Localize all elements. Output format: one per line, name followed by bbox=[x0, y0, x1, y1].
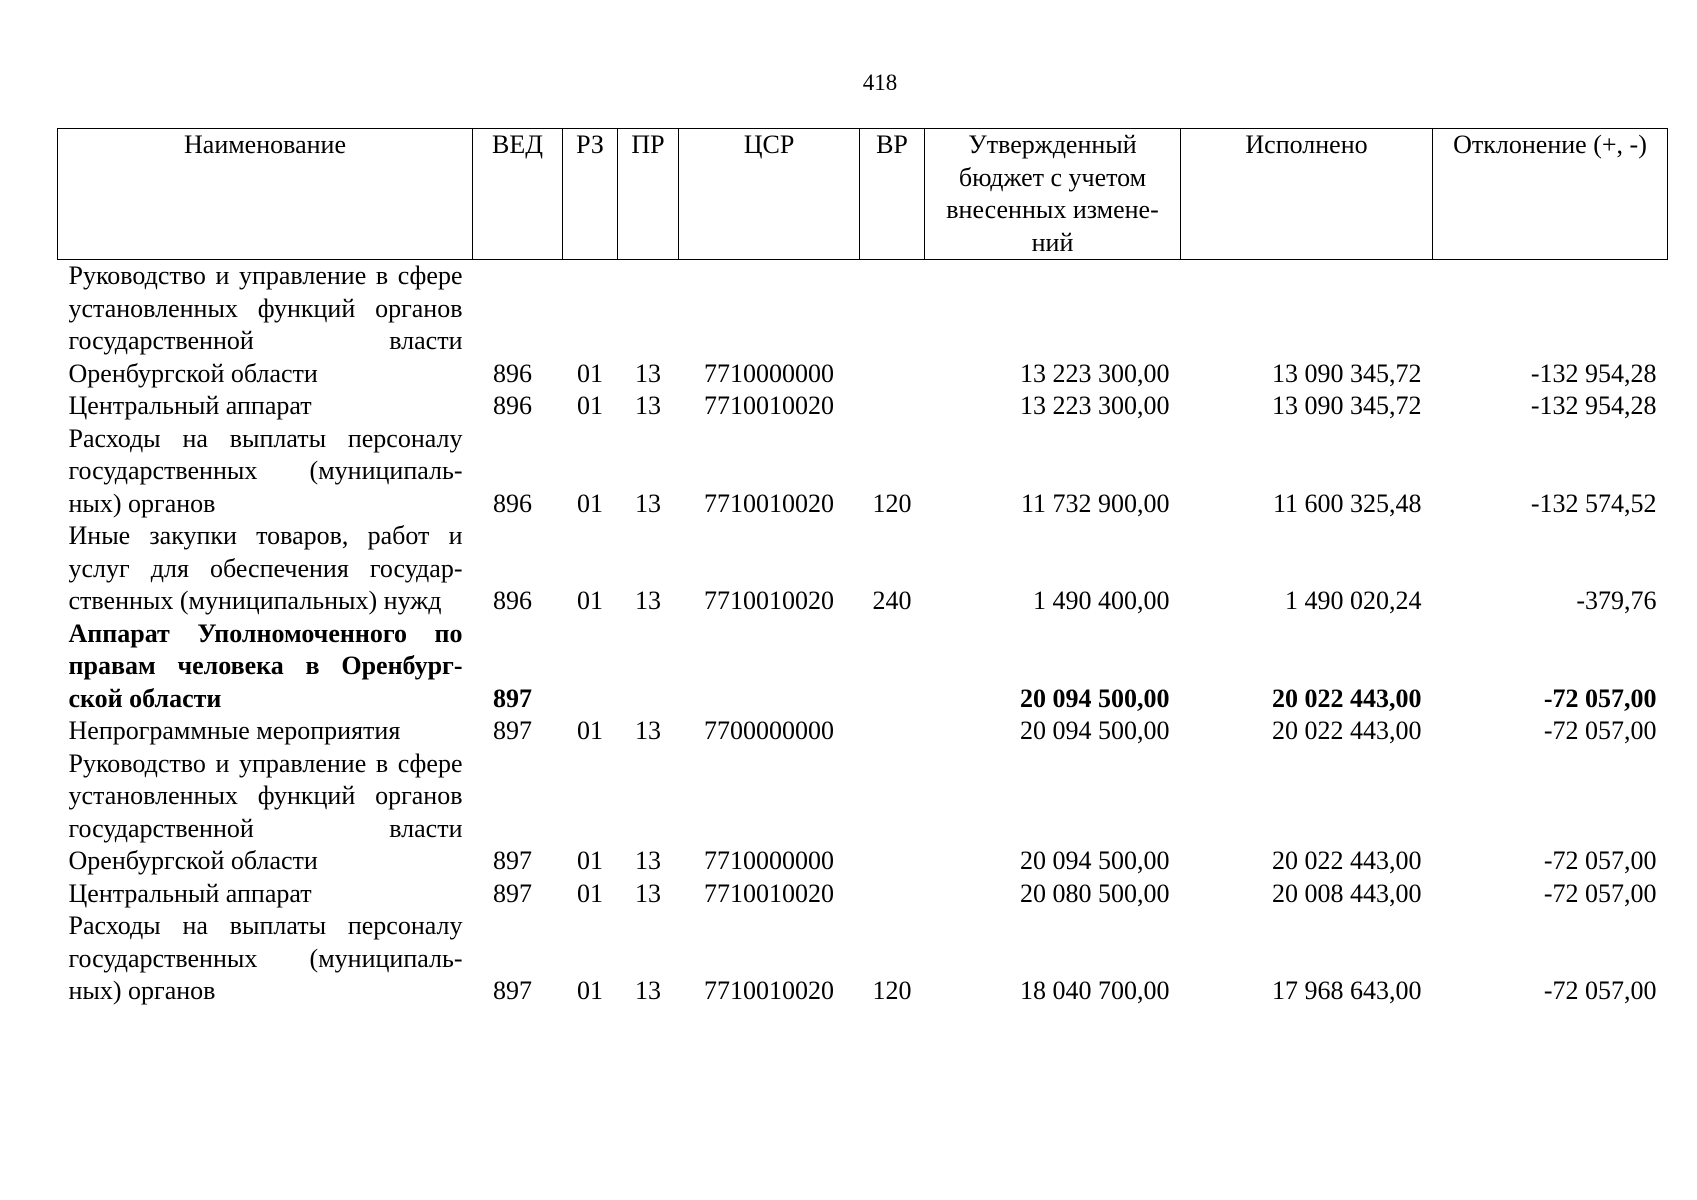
cell-rz: 01 bbox=[577, 976, 603, 1005]
cell-vr bbox=[860, 878, 925, 911]
cell-ved: 897 bbox=[493, 716, 532, 745]
cell-rz: 01 bbox=[577, 586, 603, 615]
cell-pr: 13 bbox=[635, 976, 661, 1005]
cell-name: Центральный аппарат bbox=[68, 391, 312, 420]
table-row bbox=[58, 618, 1668, 716]
cell-approved-budget: 20 094 500,00 bbox=[1020, 846, 1170, 875]
cell-approved-budget: 20 094 500,00 bbox=[1020, 716, 1170, 745]
cell-ved: 897 bbox=[493, 846, 532, 875]
cell-deviation: -72 057,00 bbox=[1543, 683, 1657, 713]
header-csr: ЦСР bbox=[679, 129, 860, 260]
cell-approved-budget: 13 223 300,00 bbox=[1020, 358, 1170, 388]
cell-name: Иные закупки товаров, работ и услуг для обеспечения государ-ственных (муниципальных) нужд bbox=[68, 521, 463, 615]
cell-approved-budget: 20 080 500,00 bbox=[1020, 878, 1170, 908]
header-name: Наименование bbox=[58, 129, 473, 260]
cell-deviation: -72 057,00 bbox=[1543, 976, 1657, 1005]
cell-vr bbox=[860, 715, 925, 748]
cell-approved-budget: 1 490 400,00 bbox=[1033, 586, 1170, 615]
cell-name: Руководство и управление в сфере установленных функций органов государственной власти Оренбургской области bbox=[68, 261, 463, 388]
cell-pr: 13 bbox=[635, 358, 661, 388]
cell-deviation: -72 057,00 bbox=[1543, 878, 1657, 908]
cell-executed: 11 600 325,48 bbox=[1272, 488, 1422, 518]
cell-vr bbox=[860, 260, 925, 391]
header-deviation: Отклонение (+, -) bbox=[1433, 129, 1668, 260]
cell-pr bbox=[618, 618, 679, 716]
cell-ved: 897 bbox=[493, 878, 532, 908]
cell-vr: 120 bbox=[872, 488, 912, 518]
table-row bbox=[58, 910, 1668, 1008]
cell-executed: 13 090 345,72 bbox=[1272, 391, 1422, 420]
cell-ved: 896 bbox=[493, 358, 532, 388]
header-vr: ВР bbox=[860, 129, 925, 260]
cell-csr: 7710010020 bbox=[704, 488, 834, 518]
cell-pr: 13 bbox=[635, 878, 661, 908]
cell-rz: 01 bbox=[577, 846, 603, 875]
cell-csr: 7710010020 bbox=[704, 391, 834, 420]
cell-name: Непрограммные мероприятия bbox=[68, 716, 401, 745]
cell-rz: 01 bbox=[577, 716, 603, 745]
table-row bbox=[58, 715, 1668, 748]
cell-pr: 13 bbox=[635, 391, 661, 420]
cell-approved-budget: 13 223 300,00 bbox=[1020, 391, 1170, 420]
cell-ved: 896 bbox=[493, 391, 532, 420]
table-header-row bbox=[58, 129, 1668, 260]
cell-name: Аппарат Уполномоченного по правам человека в Оренбург-ской области bbox=[68, 618, 463, 713]
table-row bbox=[58, 260, 1668, 391]
header-rz: РЗ bbox=[563, 129, 618, 260]
cell-rz bbox=[563, 618, 618, 716]
header-executed: Исполнено bbox=[1181, 129, 1433, 260]
cell-deviation: -132 954,28 bbox=[1530, 358, 1657, 388]
cell-deviation: -132 954,28 bbox=[1530, 391, 1657, 420]
cell-ved: 897 bbox=[493, 976, 532, 1005]
cell-executed: 20 022 443,00 bbox=[1272, 683, 1422, 713]
cell-csr: 7710000000 bbox=[704, 358, 834, 388]
table-row bbox=[58, 878, 1668, 911]
cell-vr bbox=[860, 618, 925, 716]
cell-csr: 7710010020 bbox=[704, 976, 834, 1005]
cell-executed: 13 090 345,72 bbox=[1272, 358, 1422, 388]
cell-csr: 7710010020 bbox=[704, 878, 834, 908]
cell-csr: 7700000000 bbox=[704, 716, 834, 745]
cell-rz: 01 bbox=[577, 878, 603, 908]
cell-name: Руководство и управление в сфере установленных функций органов государственной власти Оренбургской области bbox=[68, 748, 463, 875]
cell-executed: 20 008 443,00 bbox=[1272, 878, 1422, 908]
cell-csr: 7710010020 bbox=[704, 586, 834, 615]
cell-name: Расходы на выплаты персоналу государственных (муниципаль-ных) органов bbox=[68, 423, 463, 518]
cell-csr bbox=[679, 618, 860, 716]
cell-csr: 7710000000 bbox=[704, 846, 834, 875]
cell-deviation: -72 057,00 bbox=[1543, 716, 1657, 745]
cell-name: Расходы на выплаты персоналу государственных (муниципаль-ных) органов bbox=[68, 911, 463, 1005]
cell-approved-budget: 20 094 500,00 bbox=[1020, 683, 1170, 713]
cell-vr: 240 bbox=[872, 586, 912, 615]
cell-ved: 897 bbox=[493, 683, 532, 713]
cell-deviation: -379,76 bbox=[1576, 586, 1657, 615]
cell-vr bbox=[860, 390, 925, 423]
table-row bbox=[58, 390, 1668, 423]
cell-approved-budget: 18 040 700,00 bbox=[1020, 976, 1170, 1005]
cell-executed: 20 022 443,00 bbox=[1272, 716, 1422, 745]
cell-rz: 01 bbox=[577, 358, 603, 388]
cell-pr: 13 bbox=[635, 586, 661, 615]
table-row bbox=[58, 748, 1668, 878]
cell-ved: 896 bbox=[493, 586, 532, 615]
cell-vr bbox=[860, 748, 925, 878]
cell-rz: 01 bbox=[577, 391, 603, 420]
table-body bbox=[58, 260, 1668, 1008]
cell-executed: 1 490 020,24 bbox=[1285, 586, 1422, 615]
page-number: 418 bbox=[862, 70, 898, 95]
cell-rz: 01 bbox=[577, 488, 603, 518]
header-pr: ПР bbox=[618, 129, 679, 260]
cell-vr: 120 bbox=[872, 976, 912, 1005]
table-row bbox=[58, 520, 1668, 618]
header-ved: ВЕД bbox=[473, 129, 563, 260]
header-approved-budget: Утвержденный бюджет с учетом внесенных измене-ний bbox=[925, 129, 1181, 260]
budget-execution-table bbox=[57, 128, 1668, 1008]
cell-ved: 896 bbox=[493, 488, 532, 518]
cell-pr: 13 bbox=[635, 488, 661, 518]
cell-pr: 13 bbox=[635, 846, 661, 875]
cell-name: Центральный аппарат bbox=[68, 878, 312, 908]
cell-deviation: -132 574,52 bbox=[1530, 488, 1657, 518]
cell-executed: 17 968 643,00 bbox=[1272, 976, 1422, 1005]
cell-deviation: -72 057,00 bbox=[1543, 846, 1657, 875]
cell-executed: 20 022 443,00 bbox=[1272, 846, 1422, 875]
table-row bbox=[58, 423, 1668, 521]
cell-approved-budget: 11 732 900,00 bbox=[1020, 488, 1170, 518]
cell-pr: 13 bbox=[635, 716, 661, 745]
